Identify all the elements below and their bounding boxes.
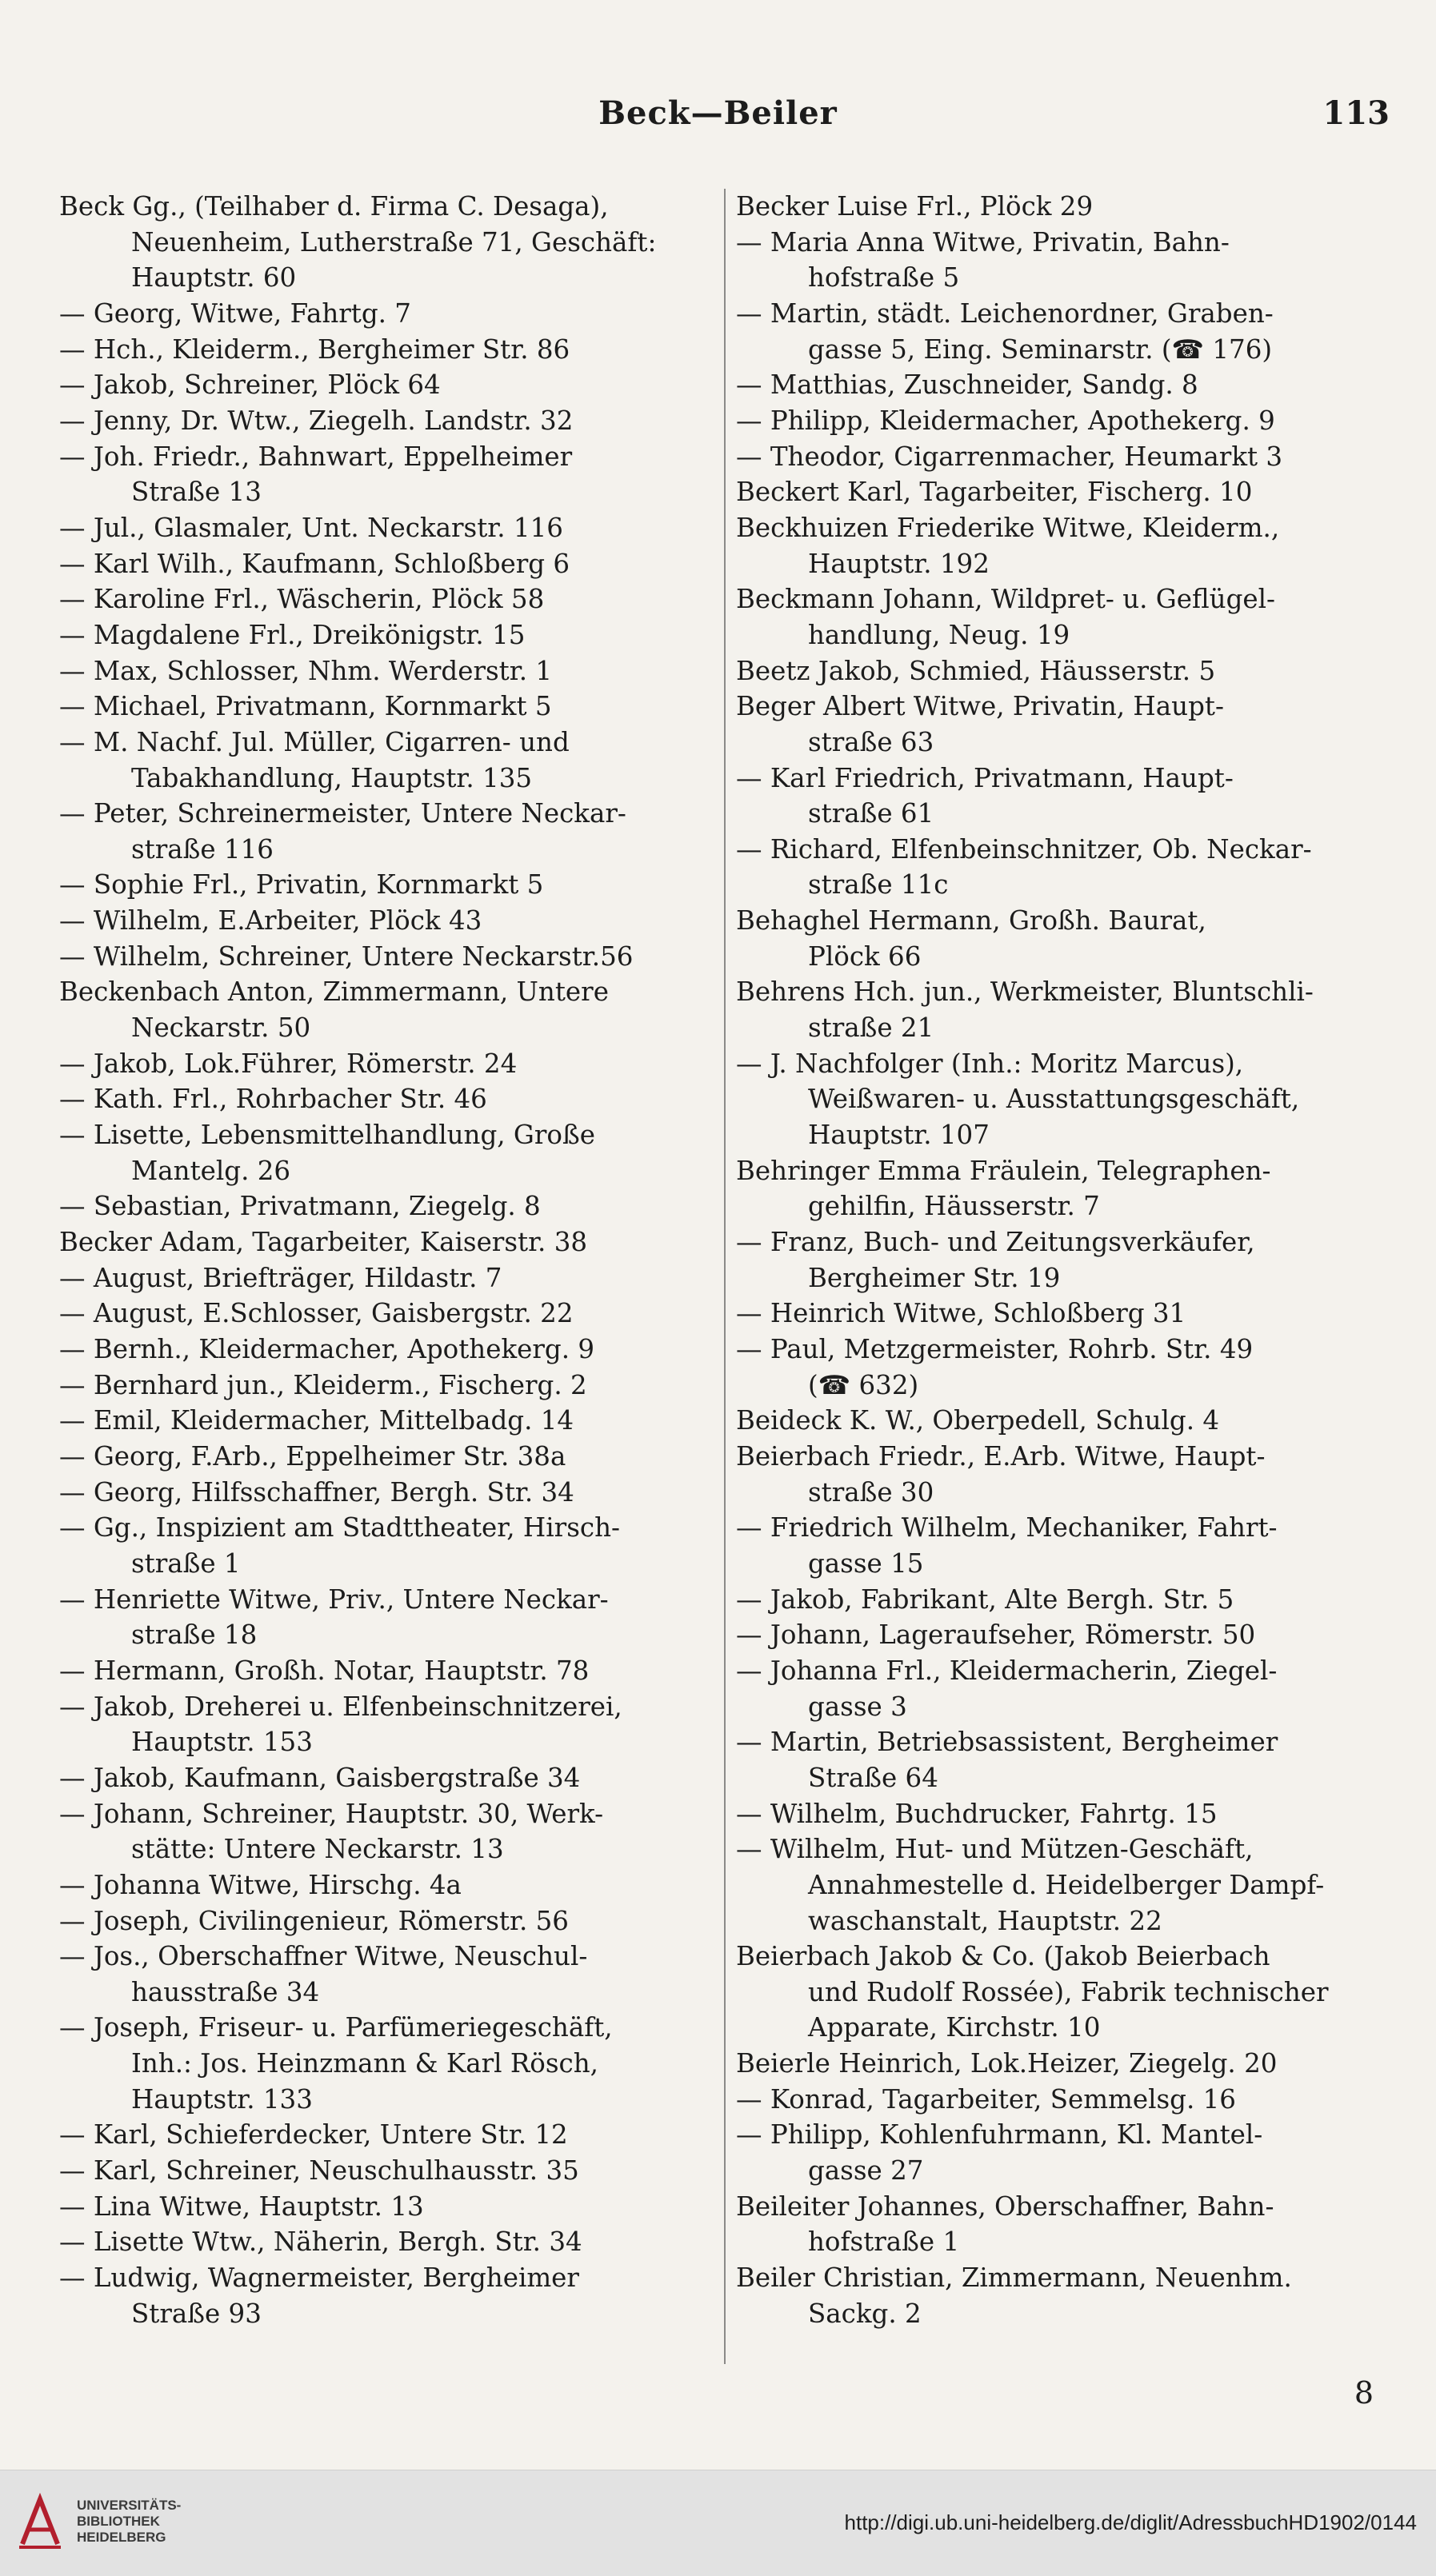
library-name-line: HEIDELBERG — [77, 2530, 166, 2545]
directory-entry-line: — Hermann, Großh. Notar, Hauptstr. 78 — [59, 1655, 590, 1686]
directory-entry-line: Beierle Heinrich, Lok.Heizer, Ziegelg. 20 — [736, 2048, 1278, 2079]
directory-entry-line: — Johanna Frl., Kleidermacherin, Ziegel- — [736, 1655, 1278, 1686]
directory-entry-line: — Wilhelm, Schreiner, Untere Neckarstr.56 — [59, 941, 634, 972]
directory-entry-line: Beierbach Jakob & Co. (Jakob Beierbach — [736, 1941, 1270, 1972]
directory-entry-line: — Lisette Wtw., Näherin, Bergh. Str. 34 — [59, 2227, 582, 2258]
directory-entry-line: — August, E.Schlosser, Gaisbergstr. 22 — [59, 1298, 574, 1329]
directory-entry-line: — Bernh., Kleidermacher, Apothekerg. 9 — [59, 1334, 595, 1364]
directory-entry-line: — Martin, städt. Leichenordner, Graben- — [736, 298, 1274, 329]
directory-entry-line: — Karl, Schieferdecker, Untere Str. 12 — [59, 2119, 568, 2151]
directory-entry-line: Sackg. 2 — [808, 2298, 922, 2329]
right-column — [736, 189, 1400, 2331]
directory-entry-line: — Theodor, Cigarrenmacher, Heumarkt 3 — [736, 441, 1283, 472]
directory-entry-line: — Georg, F.Arb., Eppelheimer Str. 38a — [59, 1440, 566, 1472]
directory-entry-line: — Jul., Glasmaler, Unt. Neckarstr. 116 — [59, 512, 563, 543]
directory-entry-line: Beck Gg., (Teilhaber d. Firma C. Desaga), — [59, 191, 609, 222]
directory-entry-line: straße 116 — [131, 833, 274, 865]
directory-entry-line: Beetz Jakob, Schmied, Häusserstr. 5 — [736, 655, 1216, 686]
directory-entry-line: Hauptstr. 60 — [131, 262, 297, 294]
directory-entry-line: stätte: Untere Neckarstr. 13 — [131, 1834, 504, 1865]
directory-entry-line: — Johanna Witwe, Hirschg. 4a — [59, 1869, 462, 1900]
directory-entry-line: — Wilhelm, Hut- und Mützen-Geschäft, — [736, 1834, 1254, 1865]
directory-entry-line: — Hch., Kleiderm., Bergheimer Str. 86 — [59, 333, 570, 365]
directory-entry-line: — Heinrich Witwe, Schloßberg 31 — [736, 1298, 1186, 1329]
library-logo-icon — [16, 2493, 64, 2550]
directory-entry-line: — Bernhard jun., Kleiderm., Fischerg. 2 — [59, 1369, 587, 1400]
directory-entry-line: und Rudolf Rossée), Fabrik technischer — [808, 1976, 1329, 2007]
directory-entry-line: Beckert Karl, Tagarbeiter, Fischerg. 10 — [736, 477, 1253, 508]
directory-entry-line: Beiler Christian, Zimmermann, Neuenhm. — [736, 2262, 1292, 2294]
signature-mark: 8 — [1354, 2375, 1374, 2410]
source-url-link[interactable]: http://digi.ub.uni-heidelberg.de/diglit/AdressbuchHD1902/0144 — [844, 2510, 1417, 2534]
directory-entry-line: — Johann, Lageraufseher, Römerstr. 50 — [736, 1619, 1256, 1651]
directory-entry-line: — Philipp, Kleidermacher, Apothekerg. 9 — [736, 405, 1275, 436]
directory-entry-line: — Emil, Kleidermacher, Mittelbadg. 14 — [59, 1405, 574, 1436]
directory-entry-line: Hauptstr. 107 — [808, 1120, 990, 1151]
directory-entry-line: straße 21 — [808, 1012, 934, 1044]
directory-entry-line: — Karl Friedrich, Privatmann, Haupt- — [736, 762, 1234, 793]
directory-entry-line: gehilfin, Häusserstr. 7 — [808, 1191, 1100, 1222]
directory-entry-line: Weißwaren- u. Ausstattungsgeschäft, — [808, 1084, 1300, 1115]
directory-entry-line: Behrens Hch. jun., Werkmeister, Bluntschli- — [736, 976, 1314, 1008]
directory-entry-line: — Georg, Hilfsschaffner, Bergh. Str. 34 — [59, 1476, 574, 1508]
directory-entry-line: — M. Nachf. Jul. Müller, Cigarren- und — [59, 726, 570, 757]
directory-entry-line: — Sebastian, Privatmann, Ziegelg. 8 — [59, 1191, 541, 1222]
directory-entry-line: — Franz, Buch- und Zeitungsverkäufer, — [736, 1227, 1255, 1258]
directory-entry-line: handlung, Neug. 19 — [808, 619, 1070, 650]
directory-entry-line: — Kath. Frl., Rohrbacher Str. 46 — [59, 1084, 487, 1115]
directory-entry-line: straße 61 — [808, 798, 934, 829]
left-column — [59, 189, 715, 2331]
directory-entry-line: — Friedrich Wilhelm, Mechaniker, Fahrt- — [736, 1512, 1278, 1544]
directory-entry-line: Annahmestelle d. Heidelberger Dampf- — [808, 1869, 1325, 1900]
directory-entry-line: straße 30 — [808, 1476, 934, 1508]
directory-entry-line: Beckmann Johann, Wildpret- u. Geflügel- — [736, 584, 1276, 615]
directory-entry-line: — Maria Anna Witwe, Privatin, Bahn- — [736, 226, 1230, 258]
directory-entry-line: — Joseph, Civilingenieur, Römerstr. 56 — [59, 1905, 569, 1936]
directory-entry-line: Hauptstr. 192 — [808, 548, 990, 579]
directory-entry-line: Straße 64 — [808, 1762, 938, 1793]
directory-entry-line: — Joh. Friedr., Bahnwart, Eppelheimer — [59, 441, 573, 472]
directory-entry-line: — Gg., Inspizient am Stadttheater, Hirsch- — [59, 1512, 620, 1544]
directory-entry-line: — Sophie Frl., Privatin, Kornmarkt 5 — [59, 869, 544, 901]
directory-entry-line: Beckenbach Anton, Zimmermann, Untere — [59, 976, 609, 1008]
directory-entry-line: — Johann, Schreiner, Hauptstr. 30, Werk- — [59, 1798, 604, 1829]
directory-entry-line: — Henriette Witwe, Priv., Untere Neckar- — [59, 1584, 609, 1615]
directory-entry-line: Beierbach Friedr., E.Arb. Witwe, Haupt- — [736, 1440, 1266, 1472]
directory-entry-line: — Paul, Metzgermeister, Rohrb. Str. 49 — [736, 1334, 1254, 1364]
footer-bar — [0, 2470, 1436, 2576]
directory-entry-line: Hauptstr. 153 — [131, 1727, 313, 1758]
directory-entry-line: — Matthias, Zuschneider, Sandg. 8 — [736, 369, 1198, 401]
directory-entry-line: gasse 27 — [808, 2155, 924, 2187]
directory-entry-line: — Jakob, Kaufmann, Gaisbergstraße 34 — [59, 1762, 581, 1793]
directory-entry-line: hofstraße 1 — [808, 2227, 960, 2258]
directory-entry-line: — Jakob, Schreiner, Plöck 64 — [59, 369, 441, 401]
directory-entry-line: gasse 3 — [808, 1691, 907, 1722]
directory-entry-line: — Max, Schlosser, Nhm. Werderstr. 1 — [59, 655, 553, 686]
directory-entry-line: — Philipp, Kohlenfuhrmann, Kl. Mantel- — [736, 2119, 1263, 2151]
directory-entry-line: — Richard, Elfenbeinschnitzer, Ob. Neckar- — [736, 833, 1312, 865]
directory-entry-line: — Karl, Schreiner, Neuschulhausstr. 35 — [59, 2155, 579, 2187]
directory-entry-line: — Ludwig, Wagnermeister, Bergheimer — [59, 2262, 579, 2294]
library-name-line: BIBLIOTHEK — [77, 2514, 160, 2529]
directory-entry-line: Neckarstr. 50 — [131, 1012, 311, 1044]
directory-entry-line: Beideck K. W., Oberpedell, Schulg. 4 — [736, 1405, 1220, 1436]
directory-entry-line: Mantelg. 26 — [131, 1155, 291, 1186]
directory-entry-line: Plöck 66 — [808, 941, 922, 972]
directory-entry-line: — Michael, Privatmann, Kornmarkt 5 — [59, 691, 552, 722]
directory-entry-line: — Jakob, Fabrikant, Alte Bergh. Str. 5 — [736, 1584, 1234, 1615]
directory-entry-line: straße 63 — [808, 726, 934, 757]
page-number: 113 — [1322, 94, 1390, 132]
directory-entry-line: (☎ 632) — [808, 1369, 919, 1400]
running-head: Beck—Beiler — [598, 94, 838, 132]
directory-entry-line: — Karl Wilh., Kaufmann, Schloßberg 6 — [59, 548, 570, 579]
directory-entry-line: gasse 5, Eing. Seminarstr. (☎ 176) — [808, 333, 1273, 365]
directory-entry-line: straße 18 — [131, 1619, 258, 1651]
directory-entry-line: Apparate, Kirchstr. 10 — [808, 2012, 1101, 2043]
directory-entry-line: waschanstalt, Hauptstr. 22 — [808, 1905, 1162, 1936]
directory-entry-line: Beger Albert Witwe, Privatin, Haupt- — [736, 691, 1224, 722]
directory-entry-line: straße 1 — [131, 1548, 241, 1579]
directory-entry-line: — Peter, Schreinermeister, Untere Neckar- — [59, 798, 626, 829]
directory-entry-line: — J. Nachfolger (Inh.: Moritz Marcus), — [736, 1048, 1244, 1079]
directory-entry-line: — Lisette, Lebensmittelhandlung, Große — [59, 1120, 595, 1151]
directory-entry-line: Beckhuizen Friederike Witwe, Kleiderm., — [736, 512, 1280, 543]
directory-entry-line: Neuenheim, Lutherstraße 71, Geschäft: — [131, 226, 657, 258]
directory-entry-line: — Georg, Witwe, Fahrtg. 7 — [59, 298, 411, 329]
directory-entry-line: — Lina Witwe, Hauptstr. 13 — [59, 2191, 424, 2222]
directory-entry-line: gasse 15 — [808, 1548, 924, 1579]
directory-entry-line: Becker Adam, Tagarbeiter, Kaiserstr. 38 — [59, 1227, 588, 1258]
directory-entry-line: — Konrad, Tagarbeiter, Semmelsg. 16 — [736, 2083, 1236, 2115]
directory-entry-line: — Jakob, Dreherei u. Elfenbeinschnitzerei, — [59, 1691, 622, 1722]
directory-entry-line: hofstraße 5 — [808, 262, 960, 294]
directory-entry-line: Straße 93 — [131, 2298, 262, 2329]
directory-entry-line: — August, Briefträger, Hildastr. 7 — [59, 1262, 502, 1293]
library-name — [77, 2498, 181, 2546]
directory-entry-line: Hauptstr. 133 — [131, 2083, 313, 2115]
directory-entry-line: — Wilhelm, E.Arbeiter, Plöck 43 — [59, 905, 482, 937]
directory-entry-line: Becker Luise Frl., Plöck 29 — [736, 191, 1094, 222]
directory-entry-line: — Magdalene Frl., Dreikönigstr. 15 — [59, 619, 526, 650]
directory-entry-line: — Karoline Frl., Wäscherin, Plöck 58 — [59, 584, 545, 615]
directory-entry-line: hausstraße 34 — [131, 1976, 320, 2007]
directory-entry-line: Behringer Emma Fräulein, Telegraphen- — [736, 1155, 1271, 1186]
directory-entry-line: Behaghel Hermann, Großh. Baurat, — [736, 905, 1206, 937]
column-divider — [724, 189, 726, 2364]
directory-entry-line: — Jos., Oberschaffner Witwe, Neuschul- — [59, 1941, 588, 1972]
directory-entry-line: Bergheimer Str. 19 — [808, 1262, 1061, 1293]
directory-entry-line: Straße 13 — [131, 477, 262, 508]
directory-entry-line: — Wilhelm, Buchdrucker, Fahrtg. 15 — [736, 1798, 1218, 1829]
directory-entry-line: straße 11c — [808, 869, 949, 901]
directory-entry-line: Beileiter Johannes, Oberschaffner, Bahn- — [736, 2191, 1274, 2222]
directory-entry-line: — Jenny, Dr. Wtw., Ziegelh. Landstr. 32 — [59, 405, 574, 436]
directory-entry-line: Tabakhandlung, Hauptstr. 135 — [131, 762, 533, 793]
directory-entry-line: Inh.: Jos. Heinzmann & Karl Rösch, — [131, 2048, 599, 2079]
directory-entry-line: — Martin, Betriebsassistent, Bergheimer — [736, 1727, 1278, 1758]
directory-entry-line: — Joseph, Friseur- u. Parfümeriegeschäft, — [59, 2012, 613, 2043]
library-name-line: UNIVERSITÄTS- — [77, 2498, 182, 2513]
directory-entry-line: — Jakob, Lok.Führer, Römerstr. 24 — [59, 1048, 518, 1079]
